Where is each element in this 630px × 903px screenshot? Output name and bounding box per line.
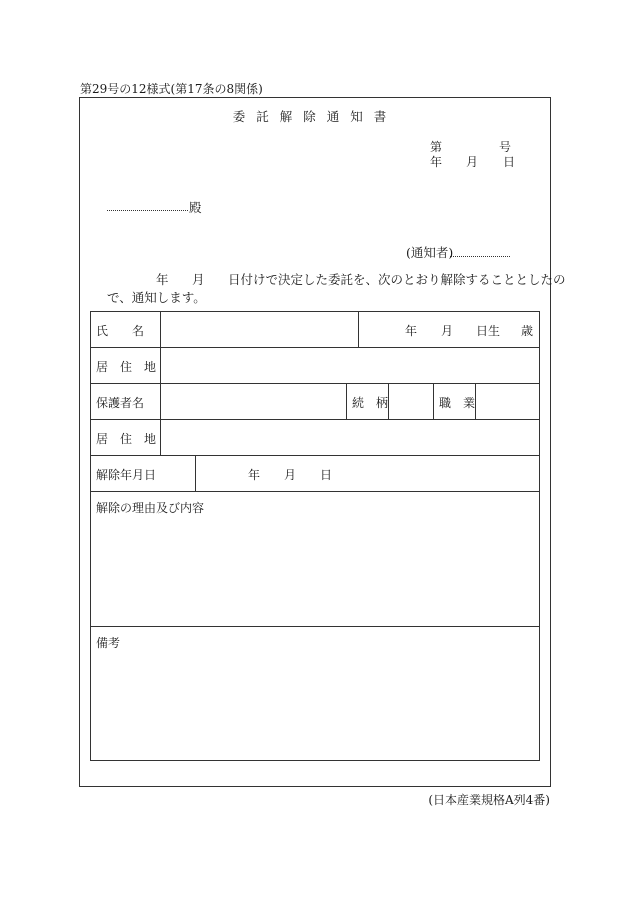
birth-year: 年 (405, 324, 418, 338)
date-month: 月 (466, 155, 479, 169)
row-divider (90, 383, 540, 384)
birth-divider (358, 311, 359, 347)
row-divider (90, 455, 540, 456)
remarks-field[interactable] (94, 652, 536, 756)
number-prefix: 第 (430, 140, 443, 154)
addressee-honorific: 殿 (189, 200, 202, 215)
occupation-divider (433, 383, 434, 419)
guardian-field[interactable] (164, 387, 342, 417)
label-column-divider (160, 311, 161, 455)
guardian-residence-label: 居 住 地 (96, 432, 157, 446)
relation-value-divider (388, 383, 389, 419)
paper-size-note: (日本産業規格A列4番) (428, 793, 550, 807)
birth-month: 月 (441, 324, 454, 338)
remarks-label: 備考 (96, 636, 121, 650)
body-line1: 日付けで決定した委託を、次のとおり解除することとしたの (228, 272, 566, 287)
cancel-date-day: 日 (320, 468, 333, 482)
name-field[interactable] (164, 315, 354, 345)
body-month: 月 (192, 272, 205, 287)
row-divider (90, 626, 540, 627)
occupation-field[interactable] (479, 387, 537, 417)
date-day: 日 (503, 155, 516, 169)
guardian-residence-field[interactable] (164, 423, 536, 453)
relation-label: 続 柄 (352, 396, 389, 410)
residence-field[interactable] (164, 351, 536, 381)
document-title: 委託解除通知書 (232, 109, 398, 124)
cancel-date-label: 解除年月日 (96, 468, 157, 482)
form-number-label: 第29号の12様式(第17条の8関係) (80, 82, 263, 96)
age-label: 歳 (521, 324, 534, 338)
birth-day: 日生 (476, 324, 501, 338)
reason-field[interactable] (94, 516, 536, 622)
cancel-date-year: 年 (248, 468, 261, 482)
body-line2: で、通知します。 (107, 290, 206, 305)
row-divider (90, 347, 540, 348)
reason-label: 解除の理由及び内容 (96, 501, 205, 515)
occupation-value-divider (475, 383, 476, 419)
row-divider (90, 419, 540, 420)
number-suffix: 号 (499, 140, 512, 154)
notifier-line[interactable] (450, 256, 510, 257)
residence-label: 居 住 地 (96, 360, 157, 374)
row-divider (90, 491, 540, 492)
guardian-label: 保護者名 (96, 396, 145, 410)
cancel-date-month: 月 (284, 468, 297, 482)
body-year: 年 (156, 272, 169, 287)
relation-field[interactable] (392, 387, 430, 417)
cancel-date-divider (195, 455, 196, 491)
occupation-label: 職 業 (439, 396, 476, 410)
relation-divider (346, 383, 347, 419)
name-label: 氏 名 (96, 324, 145, 338)
addressee-line[interactable] (107, 210, 188, 211)
date-year: 年 (430, 155, 443, 169)
notifier-label: (通知者) (406, 245, 454, 260)
